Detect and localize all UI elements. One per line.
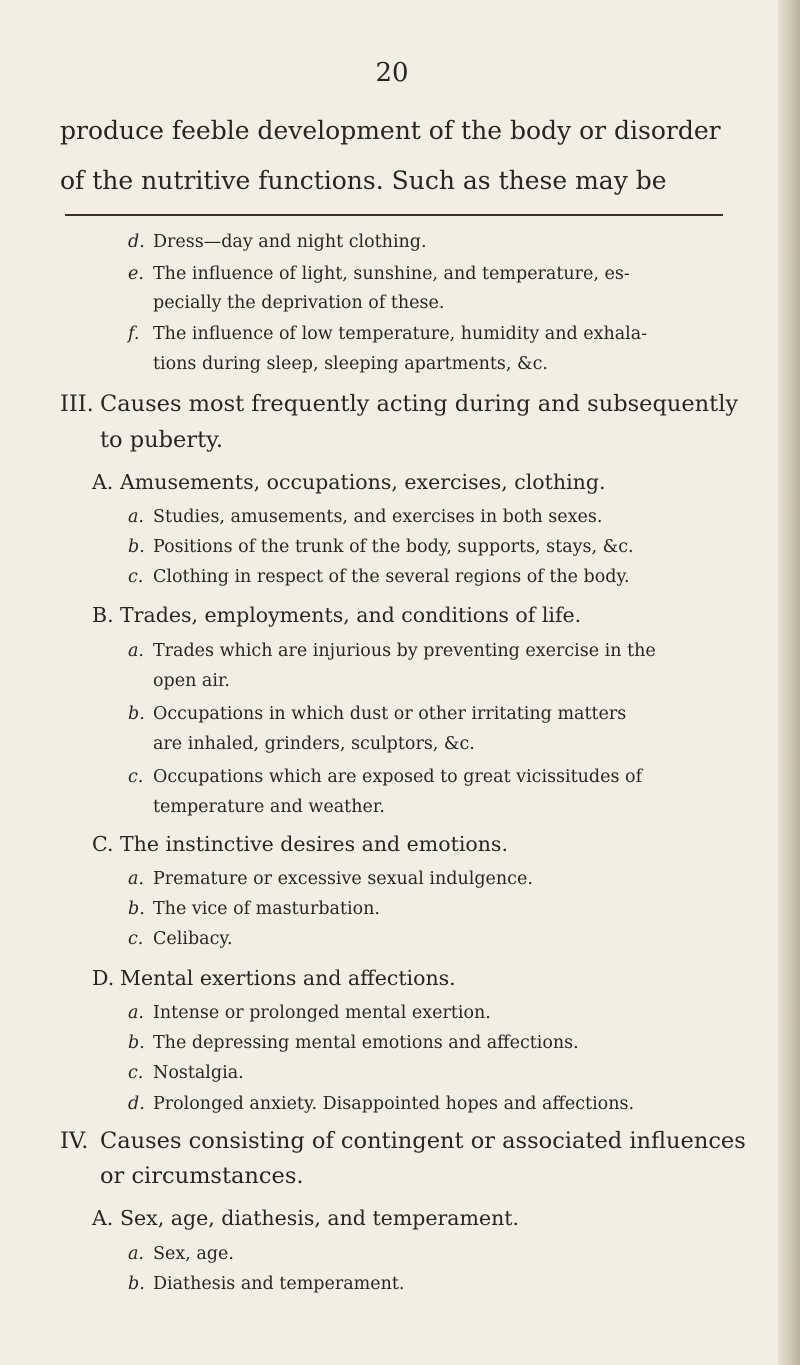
intro-line-1: produce feeble development of the body or disorder [60, 116, 721, 145]
subsection-heading [92, 603, 581, 627]
subsection-heading [92, 966, 456, 990]
item-text: Diathesis and temperament. [153, 1274, 405, 1294]
section-title: Causes consisting of contingent or associated influences [100, 1128, 746, 1154]
item-label: b. [128, 899, 145, 919]
section-label: IV. [60, 1128, 89, 1154]
item-text: Occupations in which dust or other irritating matters [153, 704, 627, 724]
list-item [128, 869, 533, 889]
list-item [128, 1244, 234, 1264]
item-label: f. [128, 324, 140, 344]
item-text: Prolonged anxiety. Disappointed hopes and affections. [153, 1094, 635, 1114]
list-item [128, 1063, 244, 1083]
subsection-label: D. [92, 966, 115, 990]
item-label: b. [128, 704, 145, 724]
item-text: The vice of masturbation. [153, 899, 380, 919]
item-text: The depressing mental emotions and affections. [153, 1033, 579, 1053]
list-item [128, 1094, 634, 1114]
list-item [128, 232, 427, 252]
item-text: Nostalgia. [153, 1063, 244, 1083]
list-item [128, 324, 647, 344]
item-text: Intense or prolonged mental exertion. [153, 1003, 491, 1023]
footnote-divider [65, 214, 723, 216]
item-text-continued: tions during sleep, sleeping apartments, &c. [153, 354, 548, 374]
list-item [128, 899, 380, 919]
list-item [128, 264, 630, 284]
list-item [128, 704, 626, 724]
list-item [128, 537, 634, 557]
page-edge-shadow [778, 0, 800, 1365]
list-item [128, 1033, 579, 1053]
item-label: c. [128, 929, 144, 949]
item-text: Clothing in respect of the several regions of the body. [153, 567, 630, 587]
list-item [128, 641, 656, 661]
subsection-heading [92, 1206, 519, 1230]
item-label: d. [128, 232, 145, 252]
item-text: Positions of the trunk of the body, supports, stays, &c. [153, 537, 634, 557]
list-item [128, 1003, 491, 1023]
subsection-label: B. [92, 603, 114, 627]
item-label: a. [128, 869, 144, 889]
item-label: a. [128, 1003, 144, 1023]
section-title-continued: to puberty. [100, 427, 224, 453]
item-text: The influence of low temperature, humidity and exhala- [153, 324, 648, 344]
item-label: b. [128, 1274, 145, 1294]
page-number: 20 [375, 58, 409, 88]
item-label: a. [128, 1244, 144, 1264]
item-label: d. [128, 1094, 145, 1114]
subsection-title: Mental exertions and affections. [120, 966, 456, 990]
item-label: c. [128, 567, 144, 587]
item-label: c. [128, 767, 144, 787]
item-text: Dress—day and night clothing. [153, 232, 427, 252]
subsection-label: A. [92, 470, 114, 494]
item-text: Studies, amusements, and exercises in both sexes. [153, 507, 603, 527]
item-text: Premature or excessive sexual indulgence. [153, 869, 533, 889]
item-label: c. [128, 1063, 144, 1083]
list-item [128, 567, 630, 587]
list-item [128, 1274, 404, 1294]
subsection-heading [92, 832, 508, 856]
item-text-continued: are inhaled, grinders, sculptors, &c. [153, 734, 475, 754]
list-item [128, 767, 642, 787]
item-text: Celibacy. [153, 929, 233, 949]
subsection-label: C. [92, 832, 114, 856]
item-label: b. [128, 537, 145, 557]
section-title-continued: or circumstances. [100, 1163, 304, 1189]
item-label: b. [128, 1033, 145, 1053]
section-heading-III [60, 391, 738, 417]
subsection-title: Trades, employments, and conditions of life. [120, 603, 582, 627]
list-item [128, 507, 602, 527]
list-item [128, 929, 233, 949]
item-label: e. [128, 264, 144, 284]
subsection-label: A. [92, 1206, 114, 1230]
item-label: a. [128, 507, 144, 527]
item-label: a. [128, 641, 144, 661]
item-text-continued: temperature and weather. [153, 797, 385, 817]
subsection-heading [92, 470, 606, 494]
subsection-title: The instinctive desires and emotions. [120, 832, 508, 856]
item-text: Occupations which are exposed to great vicissitudes of [153, 767, 643, 787]
item-text: Trades which are injurious by preventing exercise in the [153, 641, 656, 661]
section-heading-IV [60, 1128, 746, 1154]
intro-line-2: of the nutritive functions. Such as these may be [60, 166, 667, 195]
item-text: Sex, age. [153, 1244, 234, 1264]
item-text: The influence of light, sunshine, and temperature, es- [153, 264, 630, 284]
subsection-title: Amusements, occupations, exercises, clothing. [120, 470, 606, 494]
item-text-continued: pecially the deprivation of these. [153, 293, 445, 313]
section-label: III. [60, 391, 94, 417]
subsection-title: Sex, age, diathesis, and temperament. [120, 1206, 520, 1230]
section-title: Causes most frequently acting during and subsequently [100, 391, 739, 417]
item-text-continued: open air. [153, 671, 230, 691]
